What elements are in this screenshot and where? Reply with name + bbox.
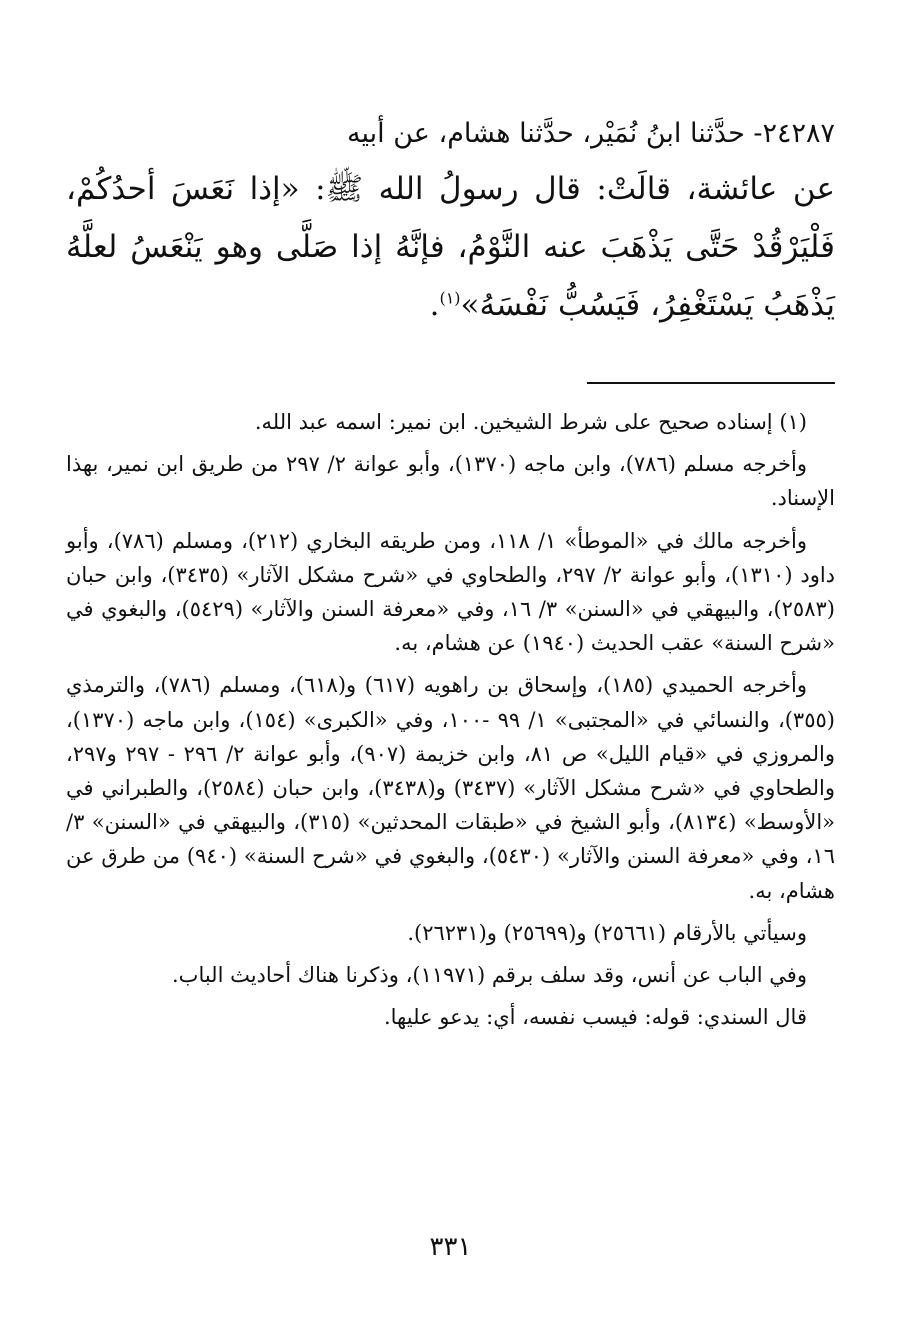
footnotes-section: [66, 405, 835, 1042]
hadith-body: [66, 160, 835, 334]
footnote-paragraph: وأخرجه مسلم (٧٨٦)، وابن ماجه (١٣٧٠)، وأبو عوانة ٢/ ٢٩٧ من طريق ابن نمير، بهذا الإسناد.: [66, 452, 835, 511]
footnote-reference[interactable]: (١): [439, 288, 461, 308]
footnote-paragraph: (١) إسناده صحيح على شرط الشيخين. ابن نمير: اسمه عبد الله.: [254, 410, 807, 434]
hadith-number: ٢٤٢٨٧: [762, 118, 835, 149]
hadith-matn: عن عائشة، قالَتْ: قال رسولُ الله ﷺ: «إذا نَعَسَ أحدُكُمْ، فَلْيَرْقُدْ حَتَّى يَذْهَبَ عنه النَّوْمُ، فإنَّهُ إذا صَلَّى وهو يَنْعَسُ لعلَّهُ يَذْهَبُ يَسْتَغْفِرُ، فَيَسُبُّ نَفْسَهُ»: [66, 171, 835, 323]
footnote-paragraph: وأخرجه مالك في «الموطأ» ١/ ١١٨، ومن طريقه البخاري (٢١٢)، ومسلم (٧٨٦)، وأبو داود (١٣١٠)، وأبو عوانة ٢/ ٢٩٧، والطحاوي في «شرح مشكل الآثار» (٣٤٣٥)، وابن حبان (٢٥٨٣)، والبيهقي في «السنن» ٣/ ١٦، وفي «معرفة السنن والآثار» (٥٤٢٩)، والبغوي في «شرح السنة» عقب الحديث (١٩٤٠) عن هشام، به.: [66, 528, 836, 656]
footnote-paragraph: وأخرجه الحميدي (١٨٥)، وإسحاق بن راهويه (٦١٧) و(٦١٨)، ومسلم (٧٨٦)، والترمذي (٣٥٥)، والنسائي في «المجتبى» ١/ ٩٩ -١٠٠، وفي «الكبرى» (١٥٤)، وابن ماجه (١٣٧٠)، والمروزي في «قيام الليل» ص ٨١، وابن خزيمة (٩٠٧)، وأبو عوانة ٢/ ٢٩٦ - ٢٩٧ و٢٩٧، والطحاوي في «شرح مشكل الآثار» (٣٤٣٧) و(٣٤٣٨)، وابن حبان (٢٥٨٤)، والطبراني في «الأوسط» (٨١٣٤)، وأبو الشيخ في «طبقات المحدثين» (٣١٥)، والبيهقي في «السنن» ٣/ ١٦، وفي «معرفة السنن والآثار» (٥٤٣٠)، والبغوي في «شرح السنة» (٩٤٠) من طرق عن هشام، به.: [66, 673, 836, 903]
page-number: ٣٣١: [429, 1232, 472, 1262]
footnote-divider: [587, 382, 835, 384]
footnote-paragraph: وفي الباب عن أنس، وقد سلف برقم (١١٩٧١)، وذكرنا هناك أحاديث الباب.: [172, 963, 807, 988]
hadith-first-line: [66, 112, 835, 156]
hadith-text: [66, 112, 835, 334]
hadith-end-mark: .: [429, 287, 440, 323]
footnote-paragraph: وسيأتي بالأرقام (٢٥٦٦١) و(٢٥٦٩٩) و(٢٦٢٣١).: [407, 920, 807, 945]
footnote-paragraph: قال السندي: قوله: فيسب نفسه، أي: يدعو عليها.: [383, 1005, 807, 1030]
hadith-isnad: - حدَّثنا ابنُ نُمَيْر، حدَّثنا هشام، عن أبيه: [347, 118, 763, 149]
